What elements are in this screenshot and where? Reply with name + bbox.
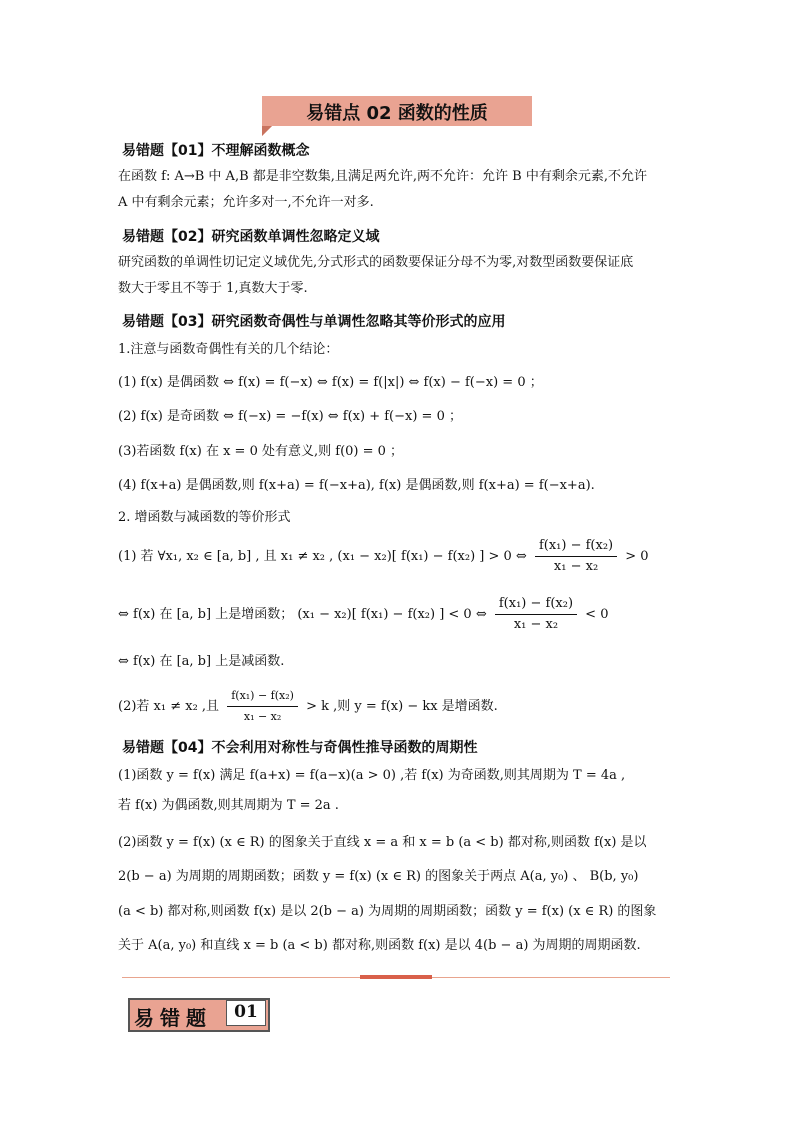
monotonic-formula-4-right: > k ,则 y = f(x) − kx 是增函数. [306, 699, 498, 714]
monotonic-formula-4-left: (2)若 x₁ ≠ x₂ ,且 [118, 699, 220, 714]
section-1-line-2: A 中有剩余元素；允许多对一,不允许一对多. [118, 195, 374, 210]
fraction-3-denominator: x₁ − x₂ [243, 710, 282, 723]
title-banner [262, 96, 532, 136]
monotonic-formula-1-right: > 0 [625, 549, 649, 564]
fraction-2 [495, 594, 577, 635]
section-4-line-6: 关于 A(a, y₀) 和直线 x = b (a < b) 都对称,则函数 f(x) 是以 4(b − a) 为周期的周期函数. [118, 938, 641, 953]
section-2-line-2: 数大于零且不等于 1,真数大于零. [118, 281, 308, 296]
section-heading-3: 易错题【03】研究函数奇偶性与单调性忽略其等价形式的应用 [122, 314, 506, 330]
section-heading-4: 易错题【04】不会利用对称性与奇偶性推导函数的周期性 [122, 740, 478, 756]
fraction-3-numerator: f(x₁) − f(x₂) [227, 686, 298, 707]
section-4-line-3: (2)函数 y = f(x) (x ∈ R) 的图象关于直线 x = a 和 x = b (a < b) 都对称,则函数 f(x) 是以 [118, 835, 647, 850]
monotonic-formula-1 [118, 536, 649, 577]
section-3-conclusion-3: (3)若函数 f(x) 在 x = 0 处有意义,则 f(0) = 0 ； [118, 444, 404, 459]
section-heading-2: 易错题【02】研究函数单调性忽略定义域 [122, 229, 380, 245]
monotonic-formula-2-left: ⇔ f(x) 在 [a, b] 上是增函数； (x₁ − x₂)[ f(x₁) − f(x₂) ] < 0 ⇔ [118, 607, 487, 622]
fraction-1 [535, 536, 617, 577]
fraction-3 [227, 686, 298, 727]
section-heading-1: 易错题【01】不理解函数概念 [122, 143, 310, 159]
monotonic-formula-3: ⇔ f(x) 在 [a, b] 上是减函数. [118, 654, 285, 669]
section-4-line-1: (1)函数 y = f(x) 满足 f(a+x) = f(a−x)(a > 0) ,若 f(x) 为奇函数,则其周期为 T = 4a , [118, 768, 626, 783]
section-3-conclusion-2: (2) f(x) 是奇函数 ⇔ f(−x) = −f(x) ⇔ f(x) + f(−x) = 0 ； [118, 409, 462, 424]
fraction-2-numerator: f(x₁) − f(x₂) [495, 594, 577, 615]
section-4-line-5: (a < b) 都对称,则函数 f(x) 是以 2(b − a) 为周期的周期函数；函数 y = f(x) (x ∈ R) 的图象 [118, 904, 657, 919]
fraction-1-denominator: x₁ − x₂ [553, 559, 599, 574]
section-3-intro-1: 1.注意与函数奇偶性有关的几个结论： [118, 342, 339, 357]
section-1-line-1: 在函数 f: A→B 中 A,B 都是非空数集,且满足两允许,两不允许：允许 B 中有剩余元素,不允许 [118, 169, 647, 184]
monotonic-formula-2-right: < 0 [585, 607, 609, 622]
section-divider-accent [360, 975, 432, 979]
section-3-intro-2: 2. 增函数与减函数的等价形式 [118, 510, 291, 525]
section-4-line-2: 若 f(x) 为偶函数,则其周期为 T = 2a . [118, 798, 339, 813]
problem-label-text: 易错题 [134, 1006, 212, 1030]
page-title: 易错点 02 函数的性质 [306, 103, 488, 124]
monotonic-formula-2 [118, 594, 608, 635]
section-4-line-4: 2(b − a) 为周期的周期函数；函数 y = f(x) (x ∈ R) 的图象关于两点 A(a, y₀) 、 B(b, y₀) [118, 869, 639, 884]
problem-number: 01 [234, 1002, 258, 1022]
section-3-conclusion-4: (4) f(x+a) 是偶函数,则 f(x+a) = f(−x+a), f(x) 是偶函数,则 f(x+a) = f(−x+a). [118, 478, 595, 493]
fraction-2-denominator: x₁ − x₂ [513, 617, 559, 632]
section-2-line-1: 研究函数的单调性切记定义域优先,分式形式的函数要保证分母不为零,对数型函数要保证底 [118, 255, 634, 270]
monotonic-formula-4 [118, 686, 498, 727]
fraction-1-numerator: f(x₁) − f(x₂) [535, 536, 617, 557]
section-3-conclusion-1: (1) f(x) 是偶函数 ⇔ f(x) = f(−x) ⇔ f(x) = f(|x|) ⇔ f(x) − f(−x) = 0 ； [118, 375, 543, 390]
monotonic-formula-1-left: (1) 若 ∀x₁, x₂ ∈ [a, b] , 且 x₁ ≠ x₂ , (x₁ − x₂)[ f(x₁) − f(x₂) ] > 0 ⇔ [118, 549, 527, 564]
